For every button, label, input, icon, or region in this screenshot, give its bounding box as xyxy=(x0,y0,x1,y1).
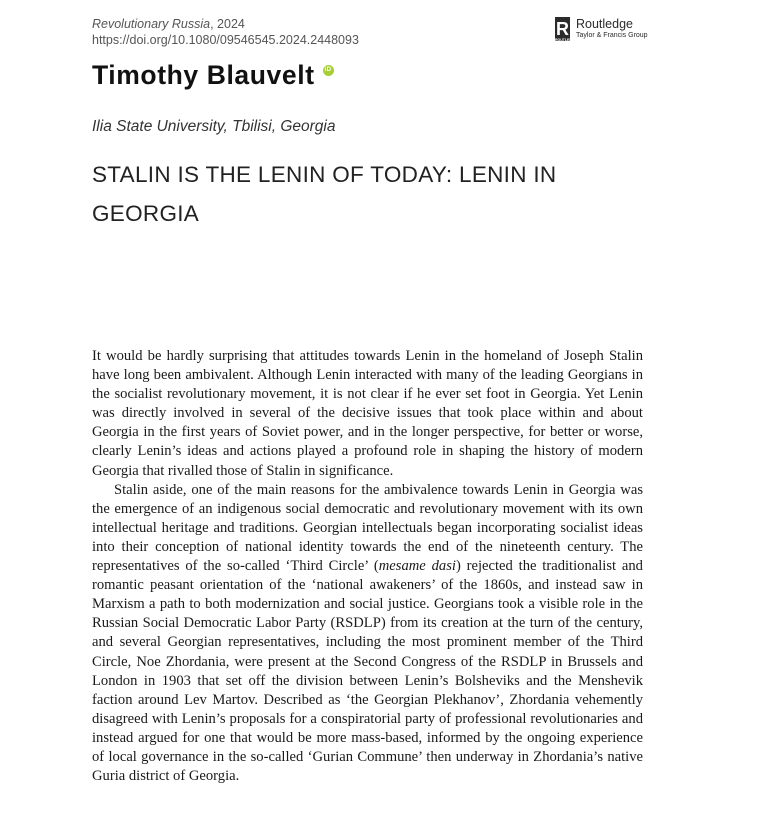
logo-small-text: ROUTLEDGE xyxy=(555,38,577,42)
author-name: Timothy Blauvelt xyxy=(92,60,315,90)
orcid-icon[interactable]: iD xyxy=(323,65,334,76)
paragraph-2 xyxy=(92,481,643,787)
author-line xyxy=(92,58,334,92)
article-body xyxy=(92,347,643,786)
article-title: STALIN IS THE LENIN OF TODAY: LENIN IN GEORGIA xyxy=(92,162,557,226)
journal-header xyxy=(92,16,359,48)
publisher-subtitle: Taylor & Francis Group xyxy=(576,32,648,39)
paragraph-1: It would be hardly surprising that attitudes towards Lenin in the homeland of Joseph Stalin have long been ambivalent. Although Lenin interacted with many of the leading Georgians in the socialist revolutionary movement, it is not clear if he ever set foot in Georgia. Yet Lenin was directly involved in several of the decisive issues that took place within and about Georgia in the first years of Soviet power, and in the longer perspective, for better or worse, clearly Lenin’s ideas and actions played a profound role in shaping the history of modern Georgia that rivalled those of Stalin in significance. xyxy=(92,348,643,479)
paragraph-2-text-a: Stalin aside, one of the main reasons for the ambivalence towards Lenin in Georgia was the emergence of an indigenous social democratic and revolutionary movement with its own intellectual heritage and traditions. Georgian intellectuals began incorporating socialist ideas into their conception of national identity towards the end of the nineteenth century. The representatives of the so-called ‘Third Circle’ ( xyxy=(92,481,643,575)
publisher-logo xyxy=(555,17,648,41)
logo-letter: R xyxy=(556,19,569,39)
doi-link[interactable]: https://doi.org/10.1080/09546545.2024.2448093 xyxy=(92,33,359,47)
routledge-logo-icon xyxy=(555,17,577,42)
journal-citation xyxy=(92,16,359,32)
journal-year: , 2024 xyxy=(210,17,245,31)
publisher-name: Routledge xyxy=(576,17,633,31)
affiliation: Ilia State University, Tbilisi, Georgia xyxy=(92,118,336,135)
paragraph-2-text-b: ) rejected the traditionalist and romantic peasant orientation of the ‘national awakeners’ of the 1860s, and instead saw in Marxism a path to both modernization and social justice. Georgians took a visible role in the Russian Social Democratic Labor Party (RSDLP) from its creation at the turn of the century, and several Georgian representatives, including the most prominent member of the Third Circle, Noe Zhordania, were present at the Second Congress of the RSDLP in Brussels and London in 1903 that set off the division between Lenin’s Bolsheviks and the Menshevik faction around Lev Martov. Described as ‘the Georgian Plekhanov’, Zhordania vehemently disagreed with Lenin’s proposals for a conspiratorial party of professional revolutionaries and instead argued for one that would be more mass-based, informed by the ongoing experience of local governance in the so-called ‘Gurian Commune’ then underway in Zhordania’s native Guria district of Georgia. xyxy=(92,558,643,785)
journal-name: Revolutionary Russia xyxy=(92,17,211,31)
paragraph-2-italic-term: mesame dasi xyxy=(378,558,456,575)
